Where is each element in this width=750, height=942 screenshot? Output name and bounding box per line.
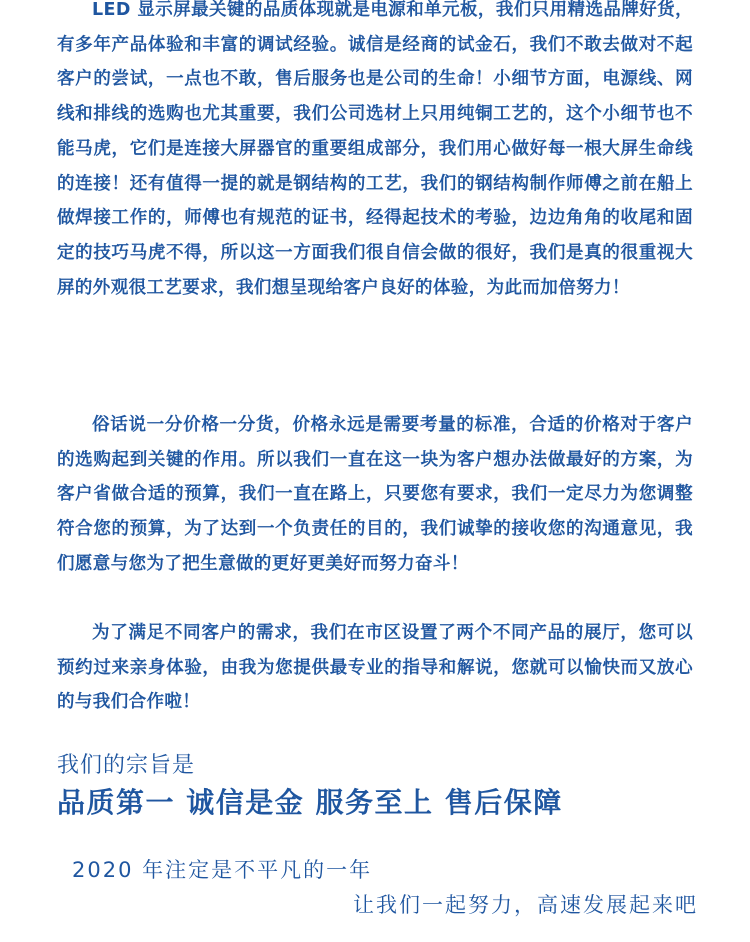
slogan-year-line: 2020 年注定是不平凡的一年 <box>72 858 373 882</box>
slogan-effort-line: 让我们一起努力，高速发展起来吧 <box>353 893 698 917</box>
motto-intro: 我们的宗旨是 <box>57 753 196 778</box>
motto-heading: 品质第一 诚信是金 服务至上 售后保障 <box>57 786 563 819</box>
article-paragraph-quality: LED 显示屏最关键的品质体现就是电源和单元板，我们只用精选品牌好货，有多年产品体验和丰富的调试经验。诚信是经商的试金石，我们不敢去做对不起客户的尝试，一点也不敢，售后服务也是公司的生命！小细节方面，电源线、网线和排线的选购也尤其重要，我们公司选材上只用纯铜工艺的，这个小细节也不能马虎，它们是连接大屏器官的重要组成部分，我们用心做好每一根大屏生命线的连接！还有值得一提的就是钢结构的工艺，我们的钢结构制作师傅之前在船上做焊接工作的，师傅也有规范的证书，经得起技术的考验，边边角角的收尾和固定的技巧马虎不得，所以这一方面我们很自信会做的很好，我们是真的很重视大屏的外观很工艺要求，我们想呈现给客户良好的体验，为此而加倍努力！ <box>57 0 693 298</box>
article-paragraph-price: 俗话说一分价格一分货，价格永远是需要考量的标准，合适的价格对于客户的选购起到关键的作用。所以我们一直在这一块为客户想办法做最好的方案，为客户省做合适的预算，我们一直在路上，只要您有要求，我们一定尽力为您调整符合您的预算，为了达到一个负责任的目的，我们诚挚的接收您的沟通意见，我们愿意与您为了把生意做的更好更美好而努力奋斗！ <box>57 415 693 574</box>
article-paragraph-showroom: 为了满足不同客户的需求，我们在市区设置了两个不同产品的展厅，您可以预约过来亲身体验，由我为您提供最专业的指导和解说，您就可以愉快而又放心的与我们合作啦！ <box>57 623 693 713</box>
